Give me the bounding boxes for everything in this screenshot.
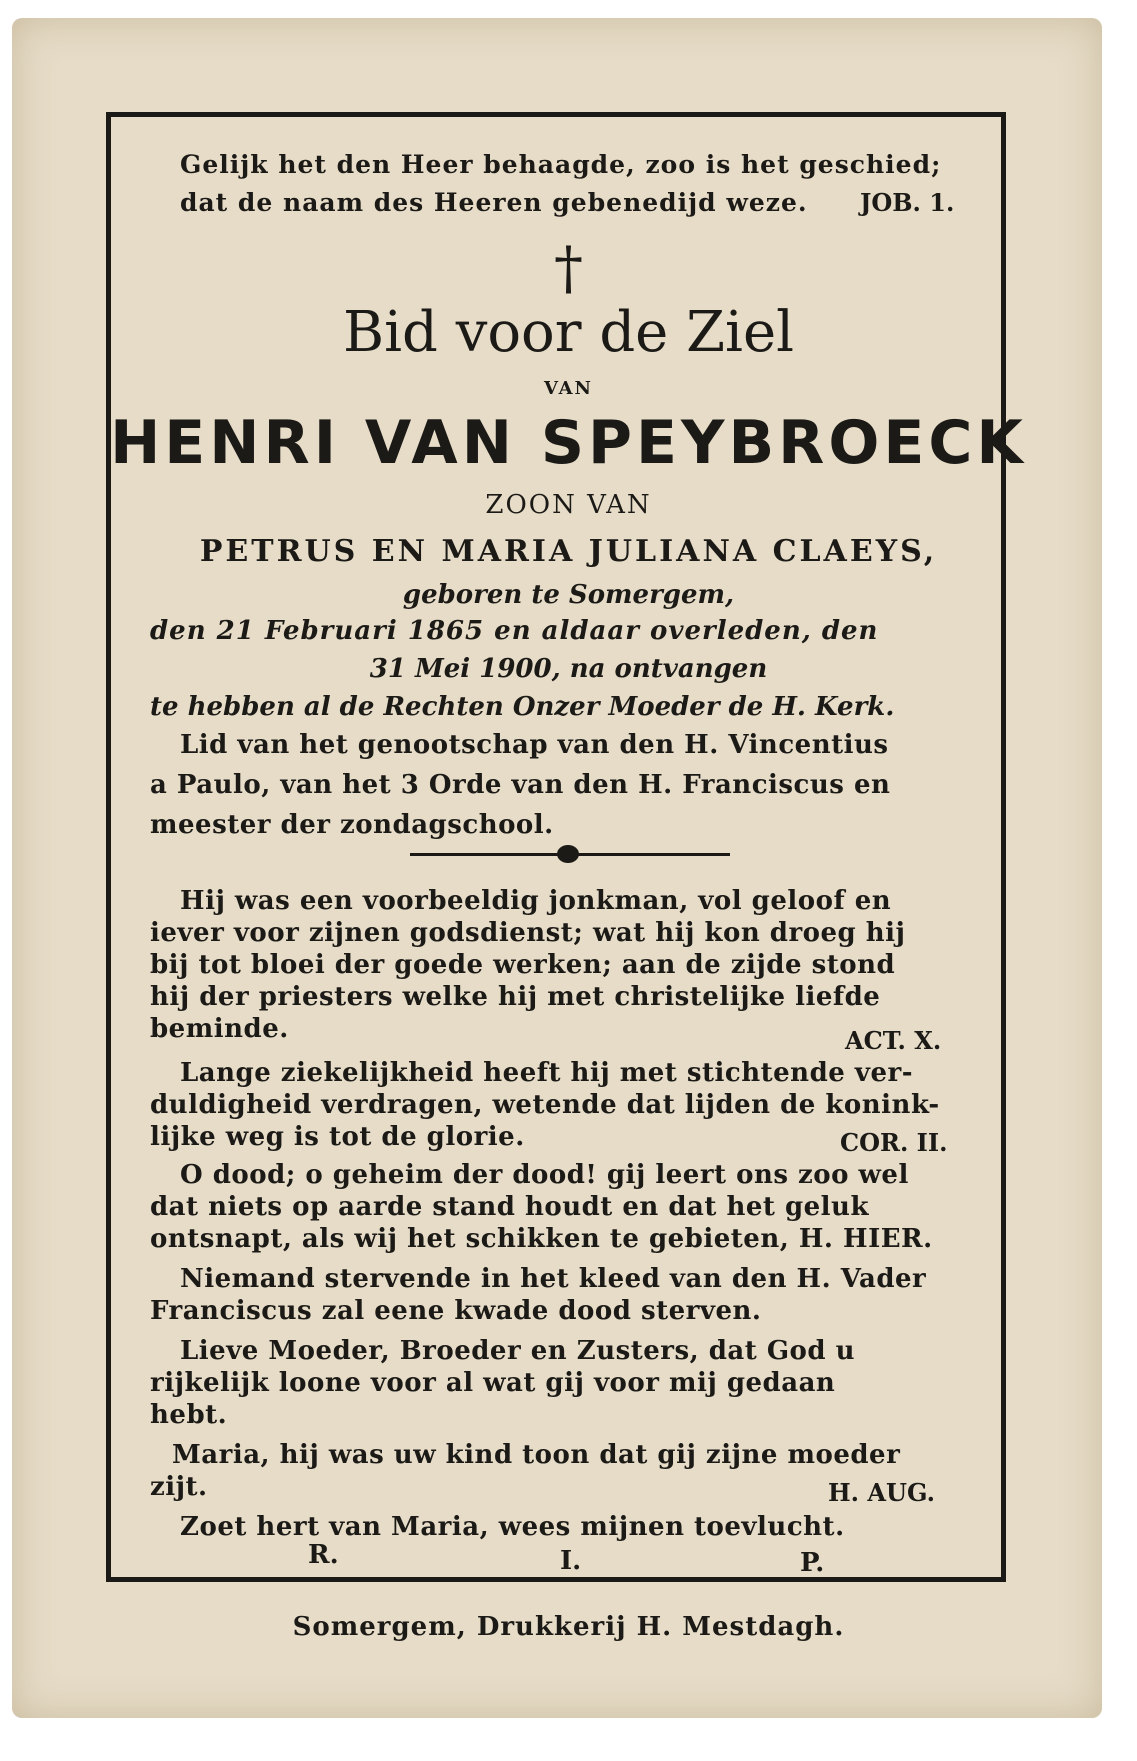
p6-line-1: Maria, hij was uw kind toon dat gij zijne moeder [172,1440,901,1470]
p3-line-2: dat niets op aarde stand houdt en dat het geluk [150,1192,869,1222]
p1-line-1: Hij was een voorbeeldig jonkman, vol geloof en [180,886,892,916]
p2-line-3: lijke weg is tot de glorie. [150,1122,525,1152]
parents-names: PETRUS EN MARIA JULIANA CLAEYS, [199,534,938,569]
bio-line-4: te hebben al de Rechten Onzer Moeder de H. Kerk. [150,692,895,722]
p1-line-2: iever voor zijnen godsdienst; wat hij kon droeg hij [150,918,906,948]
p2-line-1: Lange ziekelijkheid heeft hij met stichtende ver- [180,1058,913,1088]
p3-line-3: ontsnapt, als wij het schikken te gebieten, H. HIER. [150,1224,933,1254]
p6-line-2: zijt. [150,1472,208,1502]
printer-imprint: Somergem, Drukkerij H. Mestdagh. [292,1612,845,1642]
p4-line-2: Franciscus zal eene kwade dood sterven. [150,1296,762,1326]
p5-line-2: rijkelijk loone voor al wat gij voor mij gedaan [150,1368,836,1398]
heading-title: Bid voor de Ziel [342,300,794,365]
rip-r: R. [308,1540,339,1570]
verse-line-2: dat de naam des Heeren gebenedijd weze. [180,188,808,217]
p2-reference: COR. II. [840,1128,948,1157]
divider-ornament [557,845,579,863]
p5-line-1: Lieve Moeder, Broeder en Zusters, dat God u [180,1336,856,1366]
deceased-name: HENRI VAN SPEYBROECK [110,408,1027,478]
zoon-van-label: ZOON VAN [485,490,652,520]
cross-icon: † [554,234,583,302]
p6-reference: H. AUG. [828,1478,935,1507]
membership-line-3: meester der zondagschool. [150,810,554,840]
p1-line-3: bij tot bloei der goede werken; aan de zijde stond [150,950,896,980]
membership-line-1: Lid van het genootschap van den H. Vincentius [180,730,889,760]
verse-reference: JOB. 1. [860,188,955,217]
membership-line-2: a Paulo, van het 3 Orde van den H. Franciscus en [150,770,891,800]
bio-line-1: geboren te Somergem, [402,580,735,610]
verse-line-1: Gelijk het den Heer behaagde, zoo is het geschied; [180,150,942,179]
rip-i: I. [560,1546,582,1576]
p1-line-4: hij der priesters welke hij met christelijke liefde [150,982,881,1012]
van-label: VAN [544,378,593,399]
p1-reference: ACT. X. [845,1026,942,1055]
p5-line-3: hebt. [150,1400,228,1430]
p3-line-1: O dood; o geheim der dood! gij leert ons zoo wel [180,1160,909,1190]
p7-line: Zoet hert van Maria, wees mijnen toevlucht. [180,1512,845,1542]
p2-line-2: duldigheid verdragen, wetende dat lijden de konink- [150,1090,940,1120]
p4-line-1: Niemand stervende in het kleed van den H. Vader [180,1264,927,1294]
p1-line-5: beminde. [150,1014,289,1044]
bio-line-2: den 21 Februari 1865 en aldaar overleden, den [150,616,879,646]
rip-p: P. [800,1548,825,1578]
bio-line-3: 31 Mei 1900, na ontvangen [369,654,768,684]
